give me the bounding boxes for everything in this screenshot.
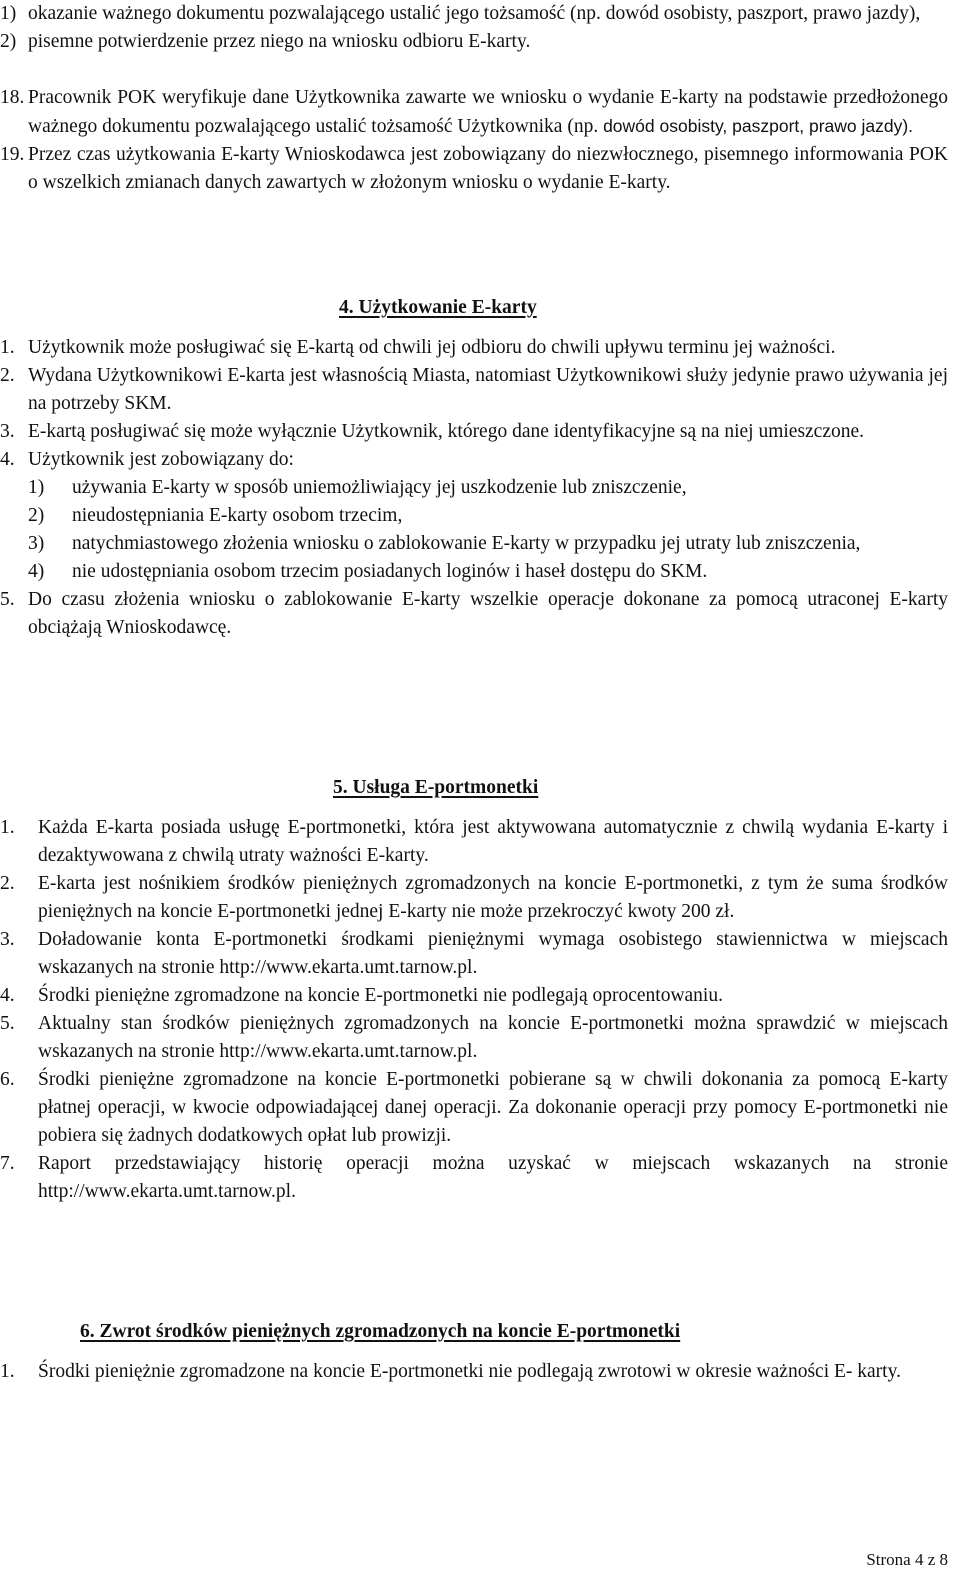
section-heading: 6. Zwrot środków pieniężnych zgromadzonych na koncie E-portmonetki — [80, 1321, 681, 1342]
list-item — [0, 334, 948, 362]
item-number: 4. — [0, 985, 15, 1006]
item-text: Środki pieniężne zgromadzone na koncie E-portmonetki nie podlegają oprocentowaniu. — [38, 985, 723, 1006]
item-number: 3. — [0, 929, 15, 950]
sub-list-item — [0, 530, 948, 558]
list-item — [0, 418, 948, 446]
item-number: 6. — [0, 1069, 15, 1090]
item-text: Użytkownik jest zobowiązany do: — [28, 449, 294, 470]
item-number: 1) — [0, 3, 17, 24]
item-number: 1. — [0, 337, 15, 358]
list-item — [0, 28, 948, 56]
list-item — [0, 362, 948, 418]
section6-list — [0, 1358, 948, 1386]
item-number: 1. — [0, 1361, 15, 1382]
list-item — [0, 1358, 948, 1386]
sub-list-item — [0, 558, 948, 586]
sub-list-item — [0, 474, 948, 502]
list-item — [0, 0, 948, 28]
item-text: używania E-karty w sposób uniemożliwiający jej uszkodzenie lub zniszczenie, — [72, 477, 687, 498]
item-text: nieudostępniania E-karty osobom trzecim, — [72, 505, 403, 526]
list-item — [0, 870, 948, 926]
list-item — [0, 982, 948, 1010]
item-text: Do czasu złożenia wniosku o zablokowanie E-karty wszelkie operacje dokonane za pomocą utraconej E-karty obciążają Wnioskodawcę. — [28, 589, 948, 638]
item-text: E-karta jest nośnikiem środków pieniężnych zgromadzonych na koncie E-portmonetki, z tym że suma środków pieniężnych na koncie E-portmonetki jednej E-karty nie może przekroczyć kwoty 200 zł. — [38, 873, 948, 922]
section6-heading-wrap — [80, 1318, 680, 1346]
item-text: Pracownik POK weryfikuje dane Użytkownika zawarte we wniosku o wydanie E-karty na podstawie przedłożonego ważnego dokumentu pozwalającego ustalić tożsamość Użytkownika (np. — [28, 87, 948, 137]
item-text: natychmiastowego złożenia wniosku o zablokowanie E-karty w przypadku jej utraty lub zniszczenia, — [72, 533, 861, 554]
item-number: 2. — [0, 873, 15, 894]
section3-list — [0, 84, 948, 197]
section5-list — [0, 814, 948, 1206]
item-text: Użytkownik może posługiwać się E-kartą od chwili jej odbioru do chwili upływu terminu jej ważności. — [28, 337, 836, 358]
list-item — [0, 84, 948, 141]
item-number: 5. — [0, 589, 15, 610]
sub-list-item — [0, 502, 948, 530]
item-text: pisemne potwierdzenie przez niego na wniosku odbioru E-karty. — [28, 31, 531, 52]
item-text: E-kartą posługiwać się może wyłącznie Użytkownik, którego dane identyfikacyjne są na niej umieszczone. — [28, 421, 865, 442]
item-text: Doładowanie konta E-portmonetki środkami pieniężnymi wymaga osobistego stawiennictwa w miejscach wskazanych na stronie http://www.ekarta.umt.tarnow.pl. — [38, 929, 948, 978]
section4-heading-wrap — [339, 294, 537, 322]
list-item — [0, 141, 948, 197]
item-text: Wydana Użytkownikowi E-karta jest własnością Miasta, natomiast Użytkownikowi służy jedynie prawo używania jej na potrzeby SKM. — [28, 365, 948, 414]
item-number: 7. — [0, 1153, 15, 1174]
section4-list — [0, 334, 948, 642]
list-item — [0, 1150, 948, 1206]
item-text: Raport przedstawiający historię operacji można uzyskać w miejscach wskazanych na stronie http://www.ekarta.umt.tarnow.pl. — [38, 1153, 948, 1202]
item-number: 3) — [28, 533, 45, 554]
page-footer: Strona 4 z 8 — [866, 1550, 948, 1569]
item-number: 19. — [0, 144, 25, 165]
item-number: 2. — [0, 365, 15, 386]
item-number: 4) — [28, 561, 45, 582]
section5-heading-wrap — [333, 774, 538, 802]
section-heading: 5. Usługa E-portmonetki — [333, 777, 539, 798]
item-text: Przez czas użytkowania E-karty Wnioskodawca jest zobowiązany do niezwłocznego, pisemnego informowania POK o wszelkich zmianach danych zawartych w złożonym wniosku o wydanie E-karty. — [28, 144, 948, 193]
item-text: Środki pieniężnie zgromadzone na koncie E-portmonetki nie podlegają zwrotowi w okresie ważności E- karty. — [38, 1361, 901, 1382]
item-number: 2) — [28, 505, 45, 526]
top-list — [0, 0, 948, 56]
list-item — [0, 586, 948, 642]
section-heading: 4. Użytkowanie E-karty — [339, 297, 537, 318]
item-number: 2) — [0, 31, 17, 52]
item-text: Każda E-karta posiada usługę E-portmonetki, która jest aktywowana automatycznie z chwilą wydania E-karty i dezaktywowana z chwilą utraty ważności E-karty. — [38, 817, 948, 866]
list-item — [0, 1066, 948, 1150]
item-text: Środki pieniężne zgromadzone na koncie E-portmonetki pobierane są w chwili dokonania za pomocą E-karty płatnej operacji, w kwocie odpowiadającej danej operacji. Za dokonanie operacji przy pomocy E-portmonetki nie pobiera się żadnych dodatkowych opłat lub prowizji. — [38, 1069, 948, 1146]
item-text: Aktualny stan środków pieniężnych zgromadzonych na koncie E-portmonetki można sprawdzić w miejscach wskazanych na stronie http://www.ekarta.umt.tarnow.pl. — [38, 1013, 948, 1062]
list-item — [0, 814, 948, 870]
item-number: 18. — [0, 87, 25, 108]
item-number: 3. — [0, 421, 15, 442]
list-item — [0, 926, 948, 982]
item-text-sans: dowód osobisty, paszport, prawo jazdy). — [603, 116, 914, 136]
list-item — [0, 446, 948, 474]
item-text: okazanie ważnego dokumentu pozwalającego ustalić jego tożsamość (np. dowód osobisty, paszport, prawo jazdy), — [28, 3, 921, 24]
item-number: 5. — [0, 1013, 15, 1034]
item-number: 1) — [28, 477, 45, 498]
item-text: nie udostępniania osobom trzecim posiadanych loginów i haseł dostępu do SKM. — [72, 561, 708, 582]
item-number: 4. — [0, 449, 15, 470]
list-item — [0, 1010, 948, 1066]
item-number: 1. — [0, 817, 15, 838]
